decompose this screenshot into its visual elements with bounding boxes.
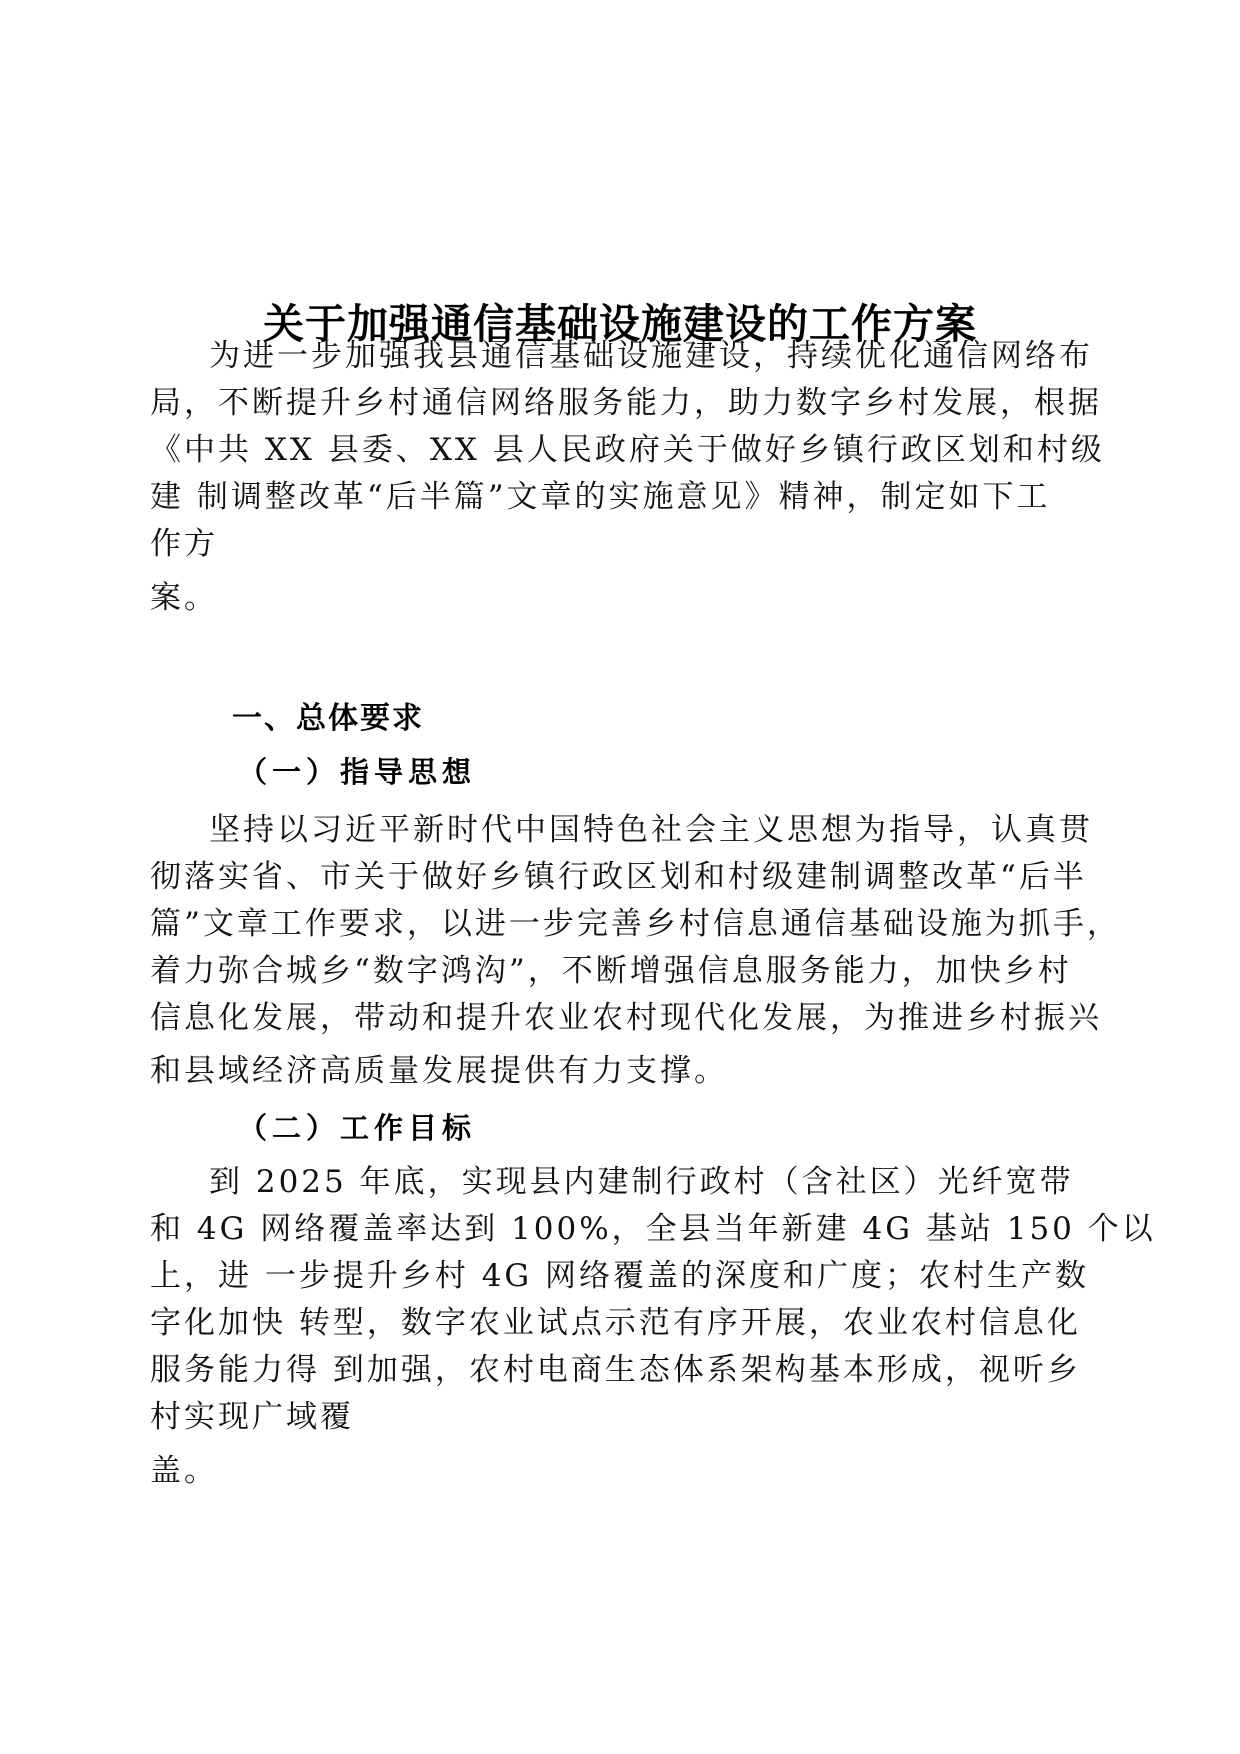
paragraph-line: 字化加快 转型，数字农业试点示范有序开展，农业农村信息化 <box>150 1305 1081 1341</box>
paragraph-line: 上，进 一步提升乡村 4G 网络覆盖的深度和广度；农村生产数 <box>150 1258 1090 1294</box>
section-heading: 一、总体要求 <box>232 701 424 736</box>
paragraph-line: 村实现广域覆 <box>150 1399 354 1435</box>
intro-line: 案。 <box>150 580 218 616</box>
paragraph-line: 信息化发展，带动和提升农业农村现代化发展，为推进乡村振兴 <box>150 1000 1102 1036</box>
document-title: 关于加强通信基础设施建设的工作方案 <box>263 300 977 348</box>
intro-line: 局，不断提升乡村通信网络服务能力，助力数字乡村发展，根据 <box>150 385 1102 421</box>
intro-line: 为进一步加强我县通信基础设施建设，持续优化通信网络布 <box>209 338 1093 374</box>
subsection-heading: （一）指导思想 <box>238 755 477 789</box>
paragraph-line: 坚持以习近平新时代中国特色社会主义思想为指导，认真贯 <box>209 812 1093 848</box>
intro-line: 作方 <box>150 526 218 562</box>
intro-line: 《中共 XX 县委、XX 县人民政府关于做好乡镇行政区划和村级 <box>150 432 1105 468</box>
subsection-heading: （二）工作目标 <box>238 1111 477 1145</box>
intro-line: 建 制调整改革“后半篇”文章的实施意见》精神，制定如下工 <box>150 479 1051 515</box>
paragraph-line: 到 2025 年底，实现县内建制行政村（含社区）光纤宽带 <box>209 1164 1074 1200</box>
paragraph-line: 和县域经济高质量发展提供有力支撑。 <box>150 1053 728 1089</box>
paragraph-line: 着力弥合城乡“数字鸿沟”，不断增强信息服务能力，加快乡村 <box>150 953 1072 989</box>
paragraph-line: 彻落实省、市关于做好乡镇行政区划和村级建制调整改革“后半 <box>150 859 1087 895</box>
paragraph-line: 盖。 <box>150 1453 218 1489</box>
paragraph-line: 篇”文章工作要求，以进一步完善乡村信息通信基础设施为抓手， <box>150 906 1121 942</box>
paragraph-line: 和 4G 网络覆盖率达到 100%，全县当年新建 4G 基站 150 个以 <box>150 1211 1156 1247</box>
paragraph-line: 服务能力得 到加强，农村电商生态体系架构基本形成，视听乡 <box>150 1352 1081 1388</box>
